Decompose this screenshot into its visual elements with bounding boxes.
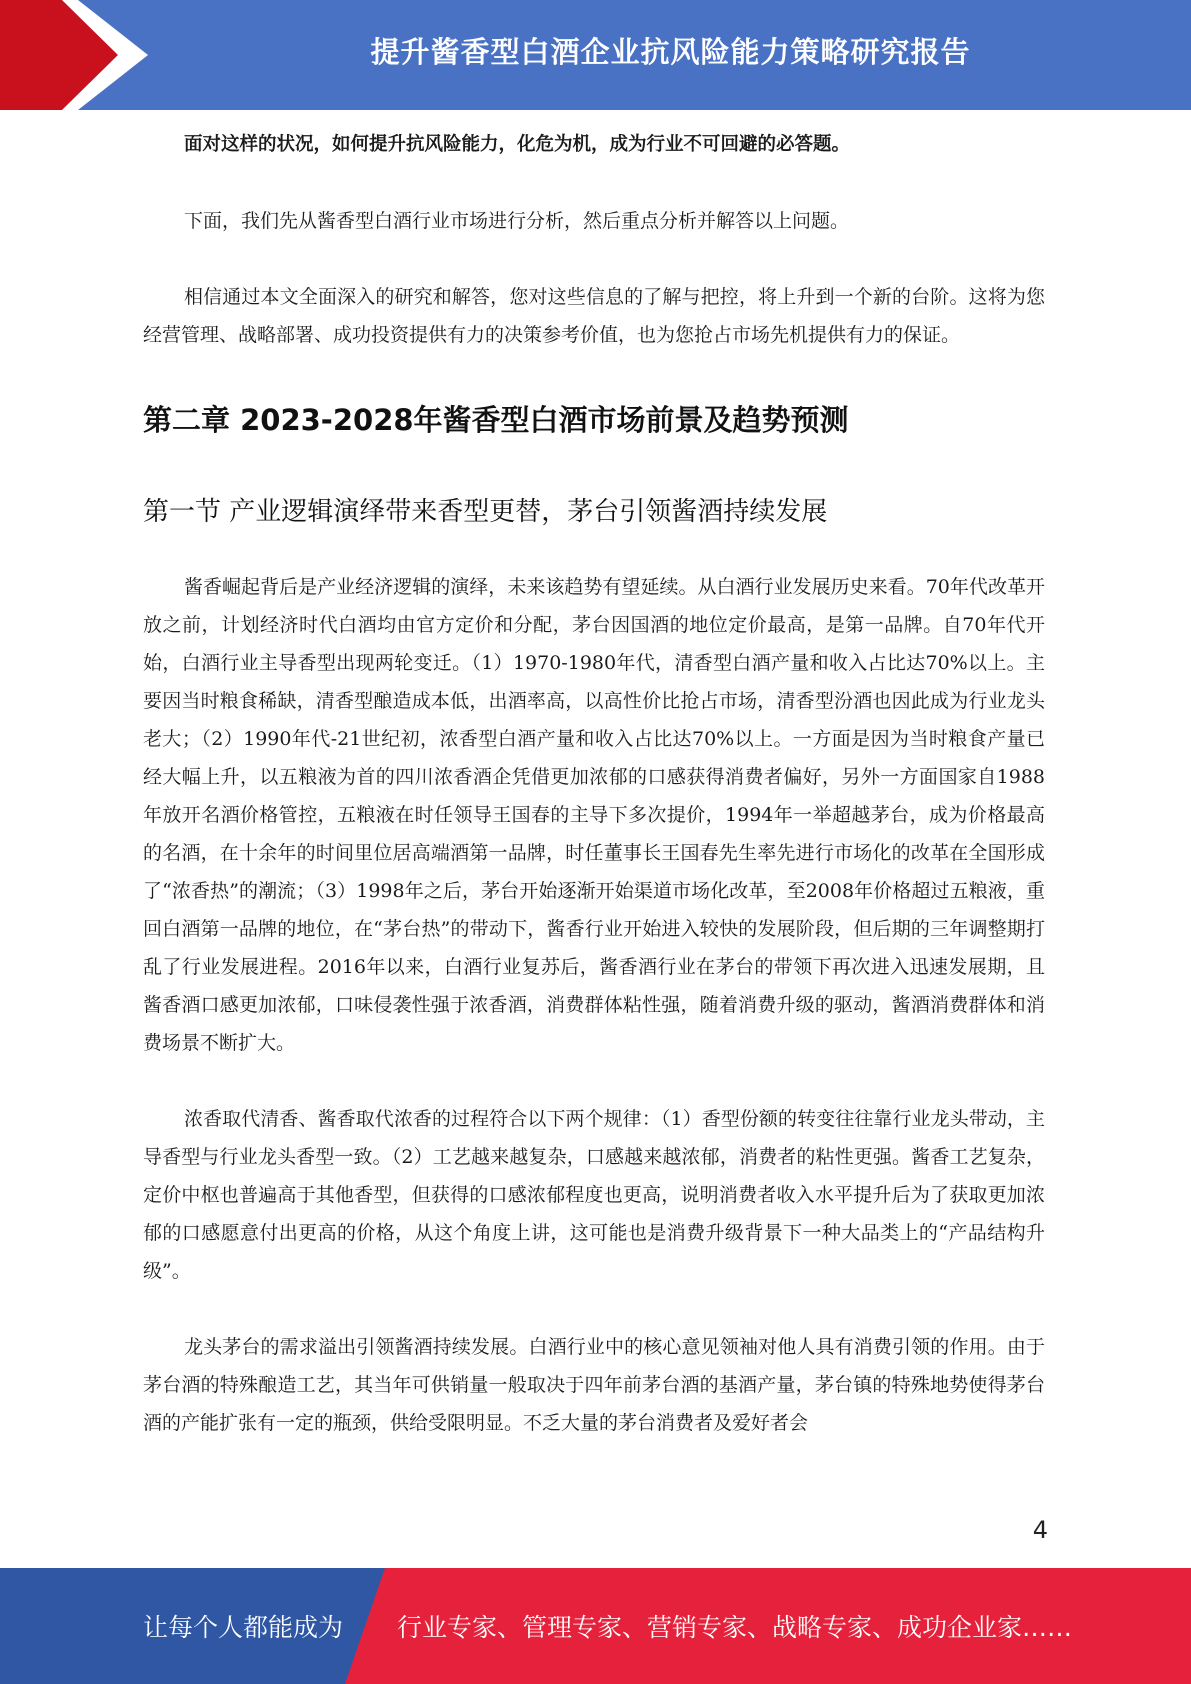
page-header: [0, 0, 1191, 110]
page-footer: [0, 1568, 1191, 1684]
body-paragraph-1: 酱香崛起背后是产业经济逻辑的演绎，未来该趋势有望延续。从白酒行业发展历史来看。70年代改革开放之前，计划经济时代白酒均由官方定价和分配，茅台因国酒的地位定价最高，是第一品牌。自70年代开始，白酒行业主导香型出现两轮变迁。（1）1970-1980年代，清香型白酒产量和收入占比达70%以上。主要因当时粮食稀缺，清香型酿造成本低，出酒率高，以高性价比抢占市场，清香型汾酒也因此成为行业龙头老大；（2）1990年代-21世纪初，浓香型白酒产量和收入占比达70%以上。一方面是因为当时粮食产量已经大幅上升，以五粮液为首的四川浓香酒企凭借更加浓郁的口感获得消费者偏好，另外一方面国家自1988年放开名酒价格管控，五粮液在时任领导王国春的主导下多次提价，1994年一举超越茅台，成为价格最高的名酒，在十余年的时间里位居高端酒第一品牌，时任董事长王国春先生率先进行市场化的改革在全国形成了“浓香热”的潮流；（3）1998年之后，茅台开始逐渐开始渠道市场化改革，至2008年价格超过五粮液，重回白酒第一品牌的地位，在“茅台热”的带动下，酱香行业开始进入较快的发展阶段，但后期的三年调整期打乱了行业发展进程。2016年以来，白酒行业复苏后，酱香酒行业在茅台的带领下再次进入迅速发展期，且酱香酒口感更加浓郁，口味侵袭性强于浓香酒，消费群体粘性强，随着消费升级的驱动，酱酒消费群体和消费场景不断扩大。: [143, 576, 1045, 1054]
body-paragraph-3: 龙头茅台的需求溢出引领酱酒持续发展。白酒行业中的核心意见领袖对他人具有消费引领的作用。由于茅台酒的特殊酿造工艺，其当年可供销量一般取决于四年前茅台酒的基酒产量，茅台镇的特殊地势使得茅台酒的产能扩张有一定的瓶颈，供给受限明显。不乏大量的茅台消费者及爱好者会: [143, 1336, 1045, 1434]
chapter-heading: 第二章 2023-2028年酱香型白酒市场前景及趋势预测: [143, 403, 849, 437]
footer-slogan-left: 让每个人都能成为: [143, 1613, 344, 1642]
intro-paragraph-2: 相信通过本文全面深入的研究和解答，您对这些信息的了解与把控，将上升到一个新的台阶。这将为您经营管理、战略部署、成功投资提供有力的决策参考价值，也为您抢占市场先机提供有力的保证。: [143, 286, 1045, 346]
footer-slogan-right: 行业专家、管理专家、营销专家、战略专家、成功企业家……: [397, 1613, 1073, 1642]
section-heading: 第一节 产业逻辑演绎带来香型更替，茅台引领酱酒持续发展: [143, 497, 828, 527]
report-title: 提升酱香型白酒企业抗风险能力策略研究报告: [370, 34, 971, 69]
page-number: 4: [1032, 1516, 1048, 1544]
page-content: [143, 126, 1045, 1442]
intro-bold-paragraph: 面对这样的状况，如何提升抗风险能力，化危为机，成为行业不可回避的必答题。: [184, 134, 851, 155]
red-arrow-decoration: [0, 0, 150, 110]
body-paragraph-2: 浓香取代清香、酱香取代浓香的过程符合以下两个规律：（1）香型份额的转变往往靠行业龙头带动，主导香型与行业龙头香型一致。（2）工艺越来越复杂，口感越来越浓郁，消费者的粘性更强。酱香工艺复杂，定价中枢也普遍高于其他香型，但获得的口感浓郁程度也更高，说明消费者收入水平提升后为了获取更加浓郁的口感愿意付出更高的价格，从这个角度上讲，这可能也是消费升级背景下一种大品类上的“产品结构升级”。: [143, 1108, 1045, 1282]
intro-paragraph-1: 下面，我们先从酱香型白酒行业市场进行分析，然后重点分析并解答以上问题。: [184, 210, 850, 232]
